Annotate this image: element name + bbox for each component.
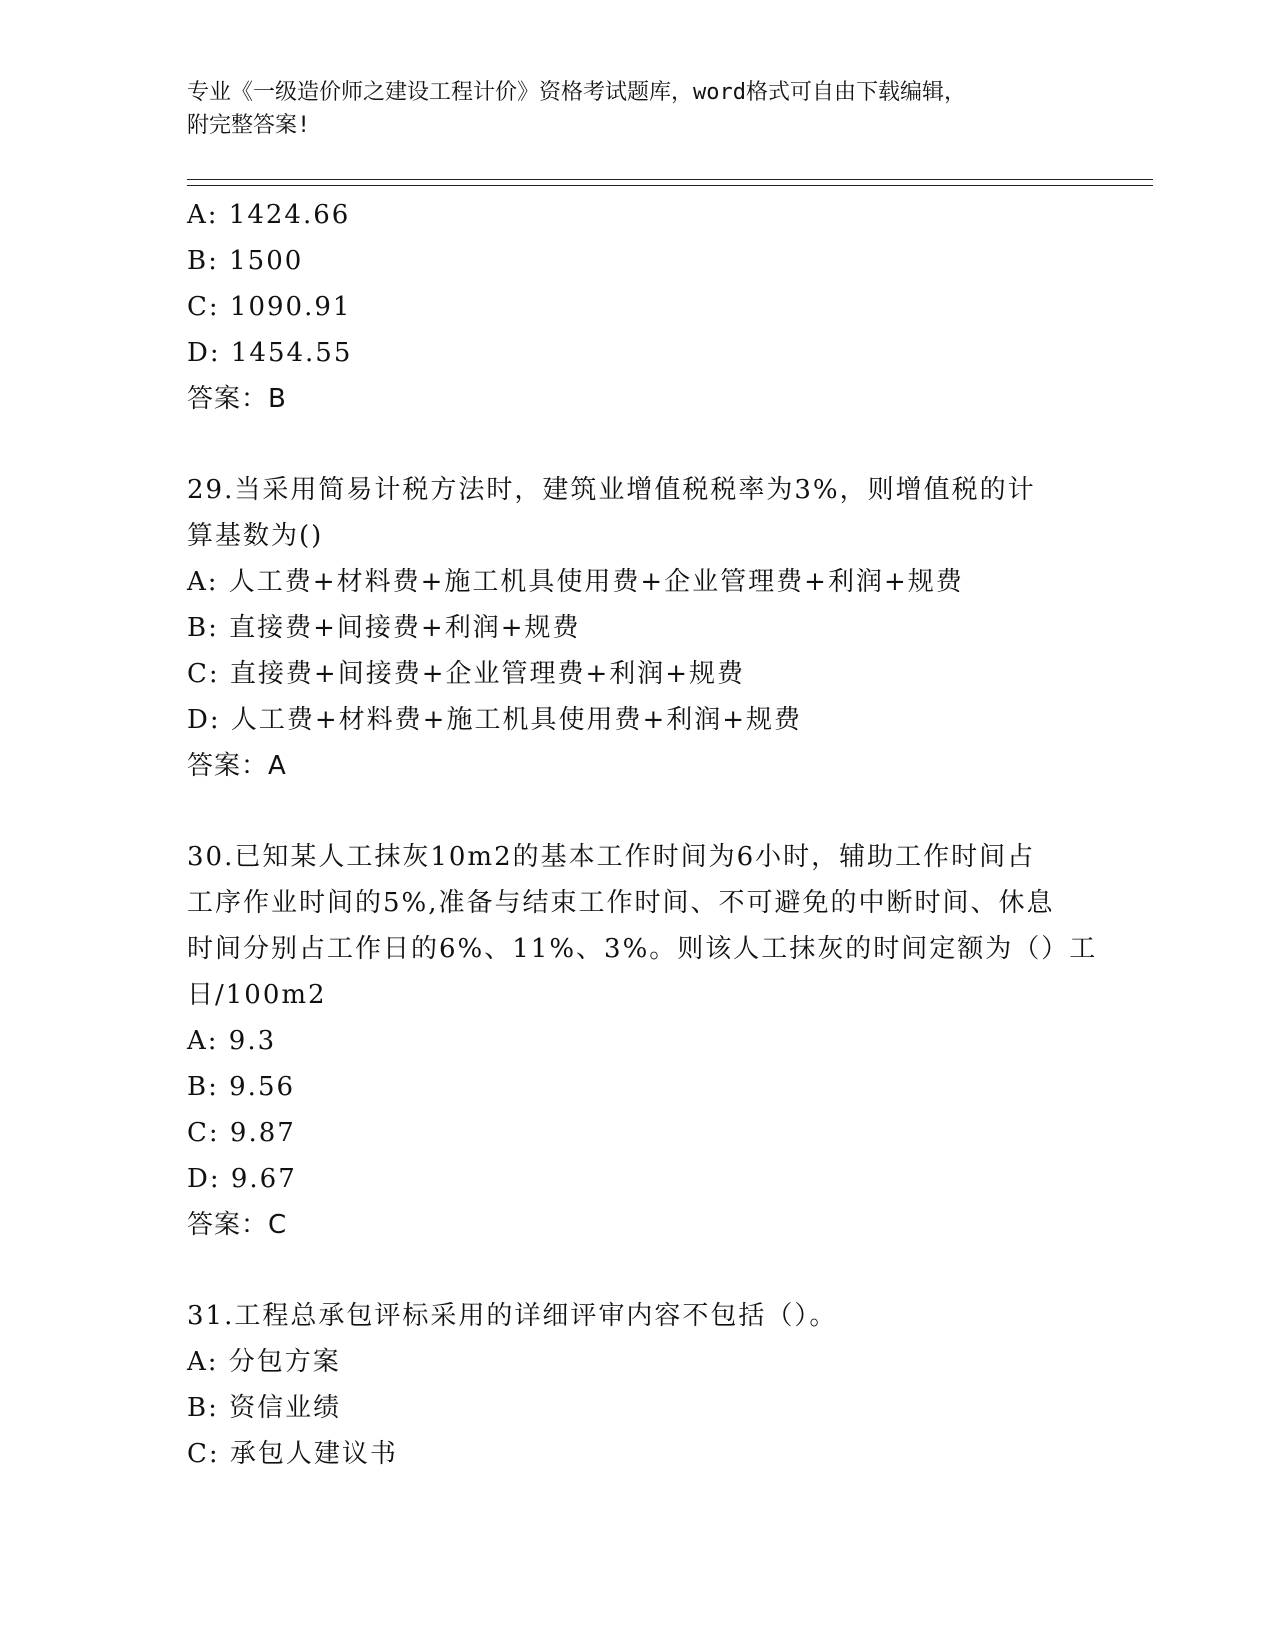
option-c: C: 9.87 [187, 1118, 296, 1148]
header-line-2: 附完整答案! [187, 113, 311, 138]
option-c: C: 承包人建议书 [187, 1439, 398, 1469]
option-b: B: 资信业绩 [187, 1393, 342, 1423]
option-c: C: 直接费+间接费+企业管理费+利润+规费 [187, 659, 746, 689]
option-a: A: 9.3 [187, 1026, 277, 1056]
answer-label: 答案：C [187, 1210, 288, 1240]
question-stem [187, 1293, 1087, 1339]
option-c: C: 1090.91 [187, 292, 352, 322]
question-30 [187, 834, 1107, 1248]
question-31 [187, 1293, 1107, 1477]
stem-line: 工序作业时间的5%,准备与结束工作时间、不可避免的中断时间、休息 [187, 888, 1055, 918]
document-header [187, 76, 1087, 142]
option-a: A: 人工费+材料费+施工机具使用费+企业管理费+利润+规费 [187, 567, 964, 597]
stem-line: 日/100m2 [187, 980, 327, 1010]
stem-line: 30.已知某人工抹灰10m2的基本工作时间为6小时，辅助工作时间占 [187, 842, 1036, 872]
stem-line: 算基数为() [187, 521, 324, 551]
option-d: D: 9.67 [187, 1164, 297, 1194]
option-b: B: 9.56 [187, 1072, 296, 1102]
question-spacer [187, 1248, 1107, 1293]
question-list [187, 192, 1107, 1477]
option-a: A: 分包方案 [187, 1347, 341, 1377]
question-spacer [187, 789, 1107, 834]
option-b: B: 1500 [187, 246, 304, 276]
question-stem [187, 467, 1087, 559]
stem-line: 31.工程总承包评标采用的详细评审内容不包括（）。 [187, 1301, 838, 1331]
stem-line: 29.当采用简易计税方法时，建筑业增值税税率为3%，则增值税的计 [187, 475, 1036, 505]
question-29 [187, 467, 1107, 789]
answer-label: 答案：B [187, 384, 287, 414]
question-spacer [187, 422, 1107, 467]
option-a: A: 1424.66 [187, 200, 351, 230]
answer-label: 答案：A [187, 751, 287, 781]
option-d: D: 人工费+材料费+施工机具使用费+利润+规费 [187, 705, 803, 735]
stem-line: 时间分别占工作日的6%、11%、3%。则该人工抹灰的时间定额为（）工 [187, 934, 1098, 964]
question-28 [187, 192, 1107, 422]
option-b: B: 直接费+间接费+利润+规费 [187, 613, 581, 643]
header-line-1: 专业《一级造价师之建设工程计价》资格考试题库，word格式可自由下载编辑， [187, 80, 966, 105]
header-divider [187, 179, 1153, 186]
option-d: D: 1454.55 [187, 338, 353, 368]
question-stem [187, 834, 1098, 1018]
